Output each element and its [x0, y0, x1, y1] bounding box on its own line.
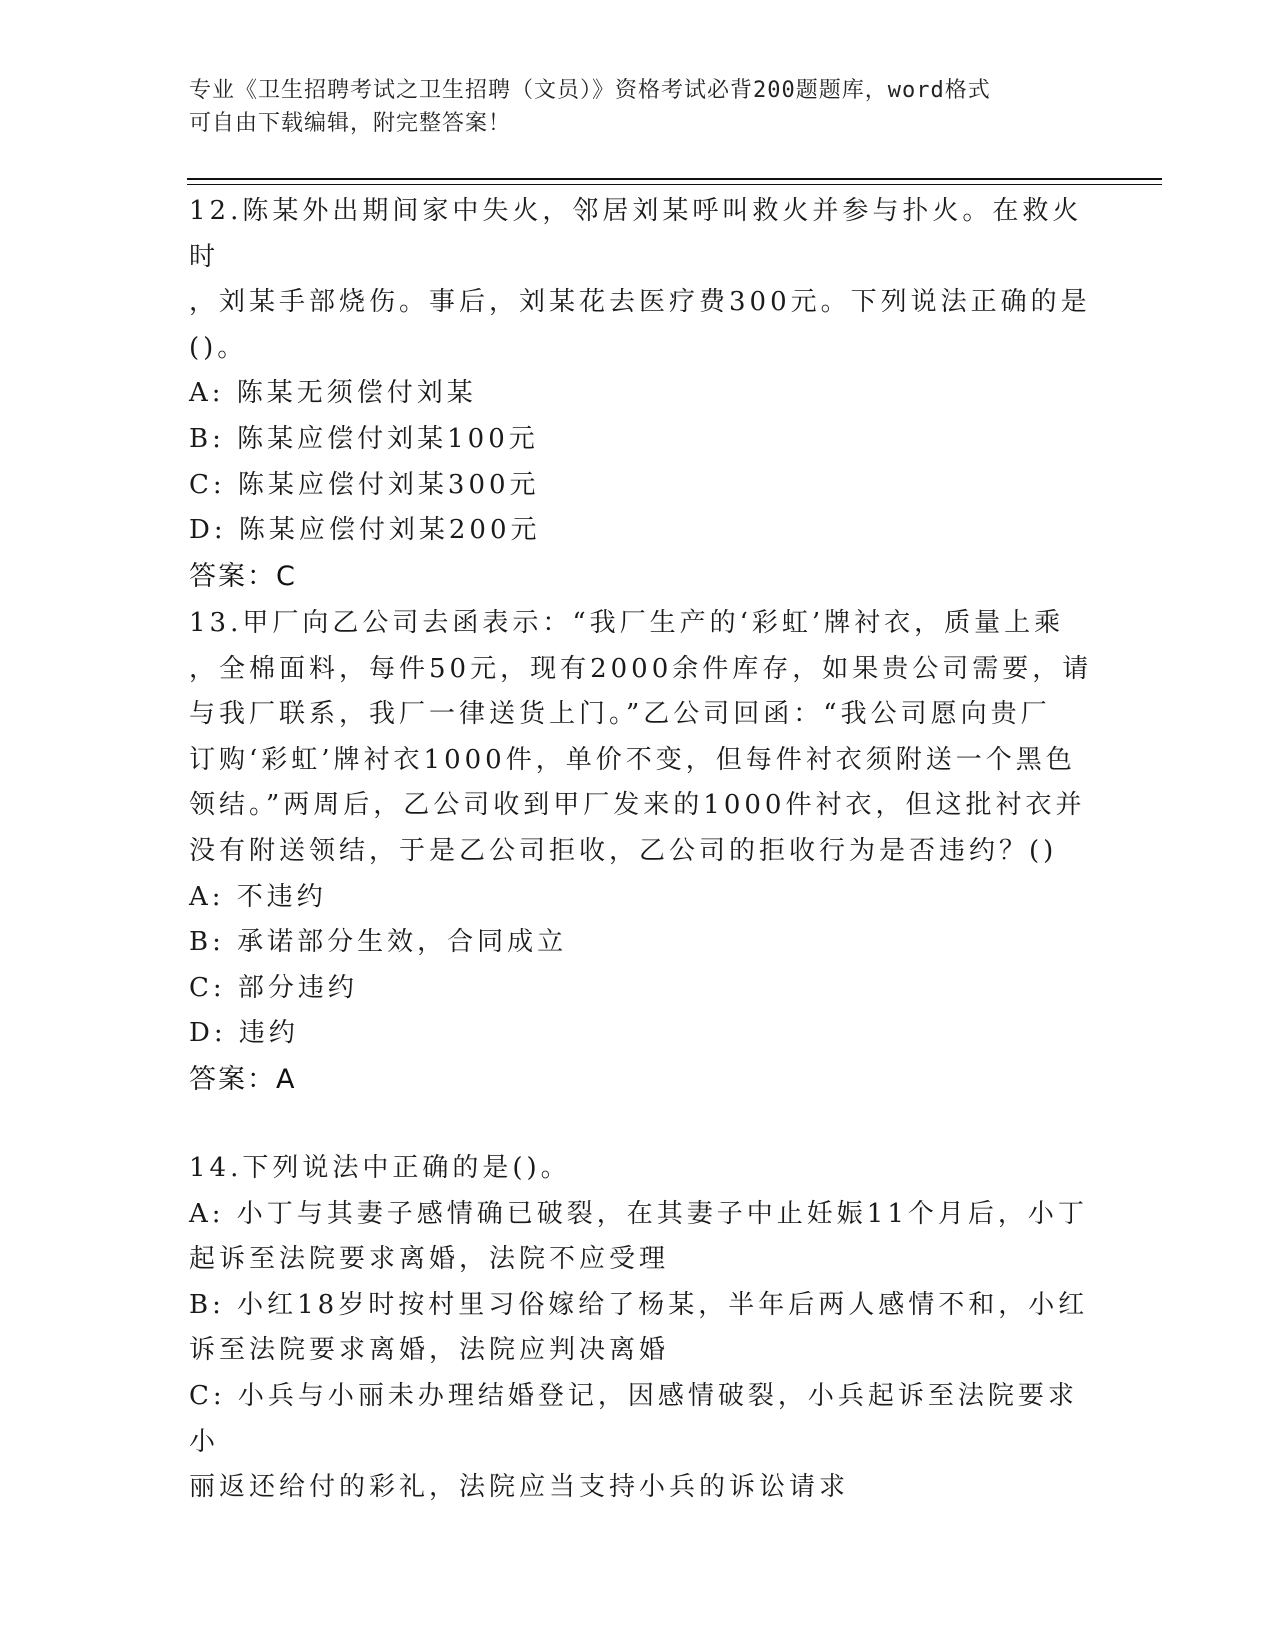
- question-13: [189, 601, 1094, 1103]
- answer-line: 答案：C: [189, 560, 297, 592]
- header-line-2: 可自由下载编辑，附完整答案！: [189, 111, 512, 136]
- header-divider-thin: [187, 184, 1162, 185]
- option-d: D: 违约: [189, 1018, 299, 1049]
- question-12: [189, 189, 1094, 599]
- question-stem-line: 订购‘彩虹’牌衬衣1000件，单价不变，但每件衬衣须附送一个黑色: [189, 744, 1076, 775]
- question-stem-line: ，刘某手部烧伤。事后，刘某花去医疗费300元。下列说法正确的是: [189, 287, 1091, 318]
- option-d: D: 陈某应偿付刘某200元: [189, 515, 541, 546]
- option-a: A: 陈某无须偿付刘某: [189, 378, 477, 409]
- option-a: A: 不违约: [189, 881, 327, 912]
- option-c: C: 小兵与小丽未办理结婚登记，因感情破裂，小兵起诉至法院要求小: [189, 1380, 1078, 1457]
- question-stem-line: 与我厂联系，我厂一律送货上门。”乙公司回函：“我公司愿向贵厂: [189, 699, 1051, 730]
- question-stem-line: 没有附送领结，于是乙公司拒收，乙公司的拒收行为是否违约？(): [189, 835, 1058, 866]
- option-a: A: 小丁与其妻子感情确已破裂，在其妻子中止妊娠11个月后，小丁: [189, 1198, 1088, 1229]
- question-stem-line: 14.下列说法中正确的是()。: [189, 1153, 571, 1183]
- option-b: B: 陈某应偿付刘某100元: [189, 423, 539, 454]
- option-a-continued: 起诉至法院要求离婚，法院不应受理: [189, 1244, 670, 1275]
- document-header: [189, 74, 1069, 140]
- question-stem-line: 13.甲厂向乙公司去函表示：“我厂生产的‘彩虹’牌衬衣，质量上乘: [189, 608, 1065, 638]
- option-b: B: 承诺部分生效，合同成立: [189, 927, 568, 958]
- option-c: C: 部分违约: [189, 972, 358, 1003]
- question-14: [189, 1146, 1094, 1511]
- header-line-1: 专业《卫生招聘考试之卫生招聘（文员）》资格考试必背200题题库，word格式: [189, 78, 991, 103]
- answer-line: 答案：A: [189, 1063, 297, 1095]
- question-stem-line: 领结。”两周后，乙公司收到甲厂发来的1000件衬衣，但这批衬衣并: [189, 790, 1086, 821]
- question-stem-line: ()。: [189, 332, 248, 363]
- option-c-continued: 丽返还给付的彩礼，法院应当支持小兵的诉讼请求: [189, 1472, 850, 1503]
- option-b: B: 小红18岁时按村里习俗嫁给了杨某，半年后两人感情不和，小红: [189, 1289, 1089, 1320]
- header-divider-thick: [187, 178, 1162, 180]
- question-stem-line: 12.陈某外出期间家中失火，邻居刘某呼叫救火并参与扑火。在救火时: [189, 196, 1083, 272]
- option-c: C: 陈某应偿付刘某300元: [189, 469, 540, 500]
- question-stem-line: ，全棉面料，每件50元，现有2000余件库存，如果贵公司需要，请: [189, 653, 1093, 684]
- option-b-continued: 诉至法院要求离婚，法院应判决离婚: [189, 1335, 670, 1366]
